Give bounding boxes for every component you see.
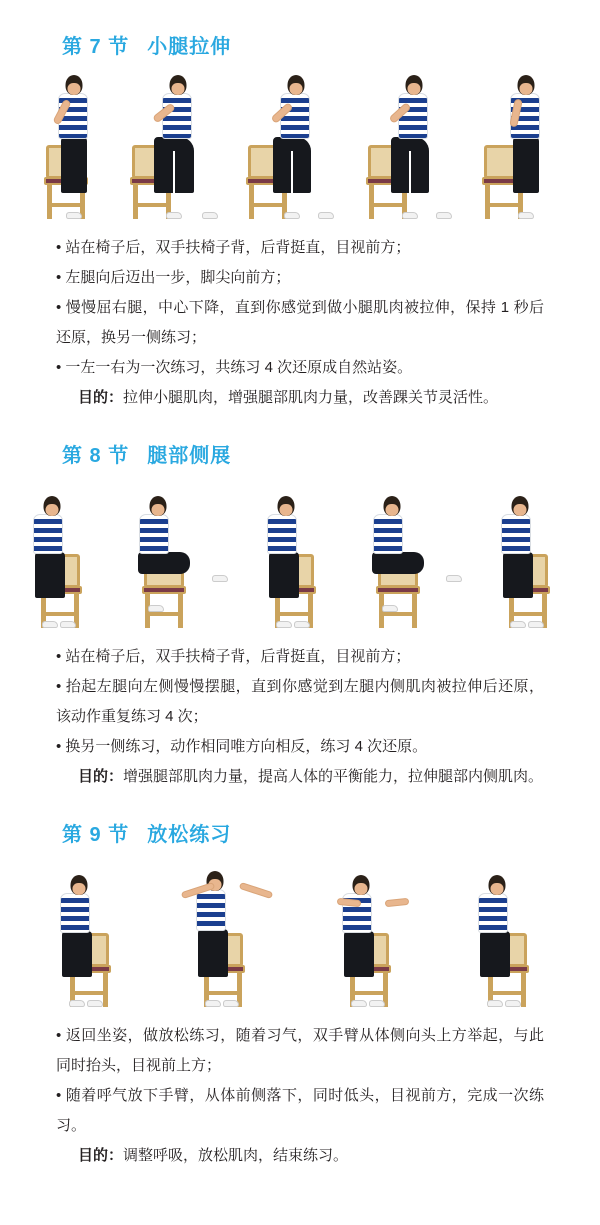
chair-leg	[249, 183, 254, 219]
figure-shoe	[518, 212, 534, 219]
exercise-figure	[240, 69, 360, 219]
section-9	[0, 792, 600, 1171]
chair-rung	[145, 612, 183, 616]
exercise-figure	[120, 69, 240, 219]
purpose-line	[56, 383, 544, 413]
chair-leg	[178, 592, 183, 628]
section-7-figure-strip	[0, 69, 600, 219]
chair-rung	[369, 203, 407, 207]
figure-shoe	[369, 1000, 385, 1007]
chair-rung	[204, 991, 242, 995]
section-9-number: 第 9 节	[62, 824, 130, 846]
figure-head	[150, 496, 167, 516]
figure-shoe	[205, 1000, 221, 1007]
exercise-figure	[8, 478, 128, 628]
figure-shoe	[87, 1000, 103, 1007]
figure-legs	[154, 137, 194, 193]
figure-legs	[198, 929, 228, 977]
chair-rung	[249, 203, 287, 207]
figure-legs	[344, 931, 374, 977]
exercise-figure	[459, 857, 563, 1007]
figure-head	[489, 875, 506, 895]
figure-torso	[139, 514, 169, 554]
instruction-line: • 换另一侧练习，动作相同唯方向相反，练习 4 次还原。	[56, 738, 428, 755]
figure-arm-side	[385, 898, 410, 907]
figure-torso	[267, 514, 297, 554]
section-8-title: 腿部侧展	[147, 445, 232, 467]
figure-shoe	[318, 212, 334, 219]
instruction-line: • 左腿向后迈出一步，脚尖向前方；	[56, 269, 291, 286]
exercise-figure	[488, 478, 592, 628]
figure-head	[71, 875, 88, 895]
figure-legs	[391, 137, 429, 193]
chair-rung	[47, 203, 85, 207]
figure-shoe	[487, 1000, 503, 1007]
figure-head	[278, 496, 295, 516]
figure-head	[384, 496, 401, 516]
figure-head	[170, 75, 187, 95]
chair-rung	[41, 612, 79, 616]
section-8-body	[0, 628, 600, 792]
figure-torso	[33, 514, 63, 554]
chair-leg	[47, 183, 52, 219]
instruction-line: • 随着呼气放下手臂，从体前侧落下，同时低头，目视前方，完成一次练习。	[56, 1087, 544, 1134]
figure-shoe	[382, 605, 398, 612]
chair-leg	[412, 592, 417, 628]
chair-leg	[103, 971, 108, 1007]
figure-legs	[372, 552, 424, 574]
chair-leg	[521, 971, 526, 1007]
purpose-label: 目的：	[78, 1147, 124, 1164]
chair-rung	[133, 203, 171, 207]
section-9-heading	[0, 818, 600, 847]
figure-shoe	[505, 1000, 521, 1007]
instruction-line: • 返回坐姿，做放松练习，随着习气，双手臂从体侧向头上方举起，与此同时抬头，目视前上方；	[56, 1027, 544, 1074]
figure-legs	[61, 137, 87, 193]
chair-leg	[133, 183, 138, 219]
chair-rung	[509, 612, 547, 616]
exercise-figure	[37, 857, 141, 1007]
section-9-figure-strip	[0, 857, 600, 1007]
exercise-figure	[167, 857, 287, 1007]
figure-shoe	[148, 605, 164, 612]
figure-arm-raised	[239, 882, 273, 899]
figure-legs	[35, 552, 65, 598]
figure-shoe	[446, 575, 462, 582]
chair-rung	[275, 612, 313, 616]
figure-shoe	[351, 1000, 367, 1007]
figure-shoe	[528, 621, 544, 628]
chair-rung	[350, 991, 388, 995]
purpose-text: 增强腿部肌肉力量，提高人体的平衡能力，拉伸腿部内侧肌肉。	[123, 768, 544, 785]
figure-shoe	[402, 212, 418, 219]
chair-rung	[379, 612, 417, 616]
chair-leg	[369, 183, 374, 219]
figure-head	[512, 496, 529, 516]
purpose-text: 拉伸小腿肌肉，增强腿部肌肉力量，改善踝关节灵活性。	[123, 389, 499, 406]
figure-torso	[373, 514, 403, 554]
section-7	[0, 0, 600, 413]
section-8-number: 第 8 节	[62, 445, 130, 467]
section-7-body	[0, 219, 600, 413]
figure-head	[353, 875, 370, 895]
figure-legs	[269, 552, 299, 598]
figure-head	[44, 496, 61, 516]
exercise-figure	[128, 478, 248, 628]
exercise-figure	[313, 857, 433, 1007]
exercise-figure	[360, 69, 480, 219]
figure-head	[66, 75, 83, 95]
purpose-text: 调整呼吸，放松肌肉，结束练习。	[123, 1147, 349, 1164]
section-7-title: 小腿拉伸	[147, 36, 232, 58]
figure-shoe	[223, 1000, 239, 1007]
section-9-body	[0, 1007, 600, 1171]
figure-legs	[513, 137, 539, 193]
figure-legs	[62, 931, 92, 977]
figure-shoe	[436, 212, 452, 219]
figure-shoe	[284, 212, 300, 219]
chair-leg	[485, 183, 490, 219]
instruction-line: • 一左一右为一次练习，共练习 4 次还原成自然站姿。	[56, 359, 413, 376]
figure-shoe	[69, 1000, 85, 1007]
figure-shoe	[212, 575, 228, 582]
exercise-figure	[368, 478, 488, 628]
section-8-heading	[0, 439, 600, 468]
figure-shoe	[60, 621, 76, 628]
figure-shoe	[42, 621, 58, 628]
figure-shoe	[510, 621, 526, 628]
figure-shoe	[66, 212, 82, 219]
figure-shoe	[202, 212, 218, 219]
section-8	[0, 413, 600, 792]
figure-legs	[503, 552, 533, 598]
section-7-heading	[0, 30, 600, 59]
chair-rung	[70, 991, 108, 995]
figure-legs	[138, 552, 190, 574]
figure-shoe	[166, 212, 182, 219]
figure-head	[406, 75, 423, 95]
instruction-line: • 慢慢屈右腿，中心下降，直到你感觉到做小腿肌肉被拉伸，保持 1 秒后还原，换另一侧练习；	[56, 299, 544, 346]
section-7-number: 第 7 节	[62, 36, 130, 58]
figure-legs	[273, 137, 311, 193]
figure-torso	[478, 893, 508, 933]
purpose-label: 目的：	[78, 768, 124, 785]
purpose-label: 目的：	[78, 389, 124, 406]
figure-torso	[501, 514, 531, 554]
figure-torso	[60, 893, 90, 933]
chair-rung	[488, 991, 526, 995]
figure-head	[288, 75, 305, 95]
exercise-figure	[16, 69, 120, 219]
purpose-line	[56, 1141, 544, 1171]
purpose-line	[56, 762, 544, 792]
figure-shoe	[294, 621, 310, 628]
instruction-line: • 站在椅子后，双手扶椅子背，后背挺直，目视前方；	[56, 239, 411, 256]
figure-head	[518, 75, 535, 95]
exercise-figure	[248, 478, 368, 628]
figure-arm-side	[337, 898, 362, 907]
instruction-line: • 站在椅子后，双手扶椅子背，后背挺直，目视前方；	[56, 648, 411, 665]
exercise-figure	[480, 69, 584, 219]
section-8-figure-strip	[0, 478, 600, 628]
instruction-line: • 抬起左腿向左侧慢慢摆腿，直到你感觉到左腿内侧肌肉被拉伸后还原，该动作重复练习 4 次；	[56, 678, 544, 725]
figure-torso	[196, 889, 226, 931]
chair-rung	[485, 203, 523, 207]
section-9-title: 放松练习	[147, 824, 232, 846]
figure-legs	[480, 931, 510, 977]
figure-shoe	[276, 621, 292, 628]
